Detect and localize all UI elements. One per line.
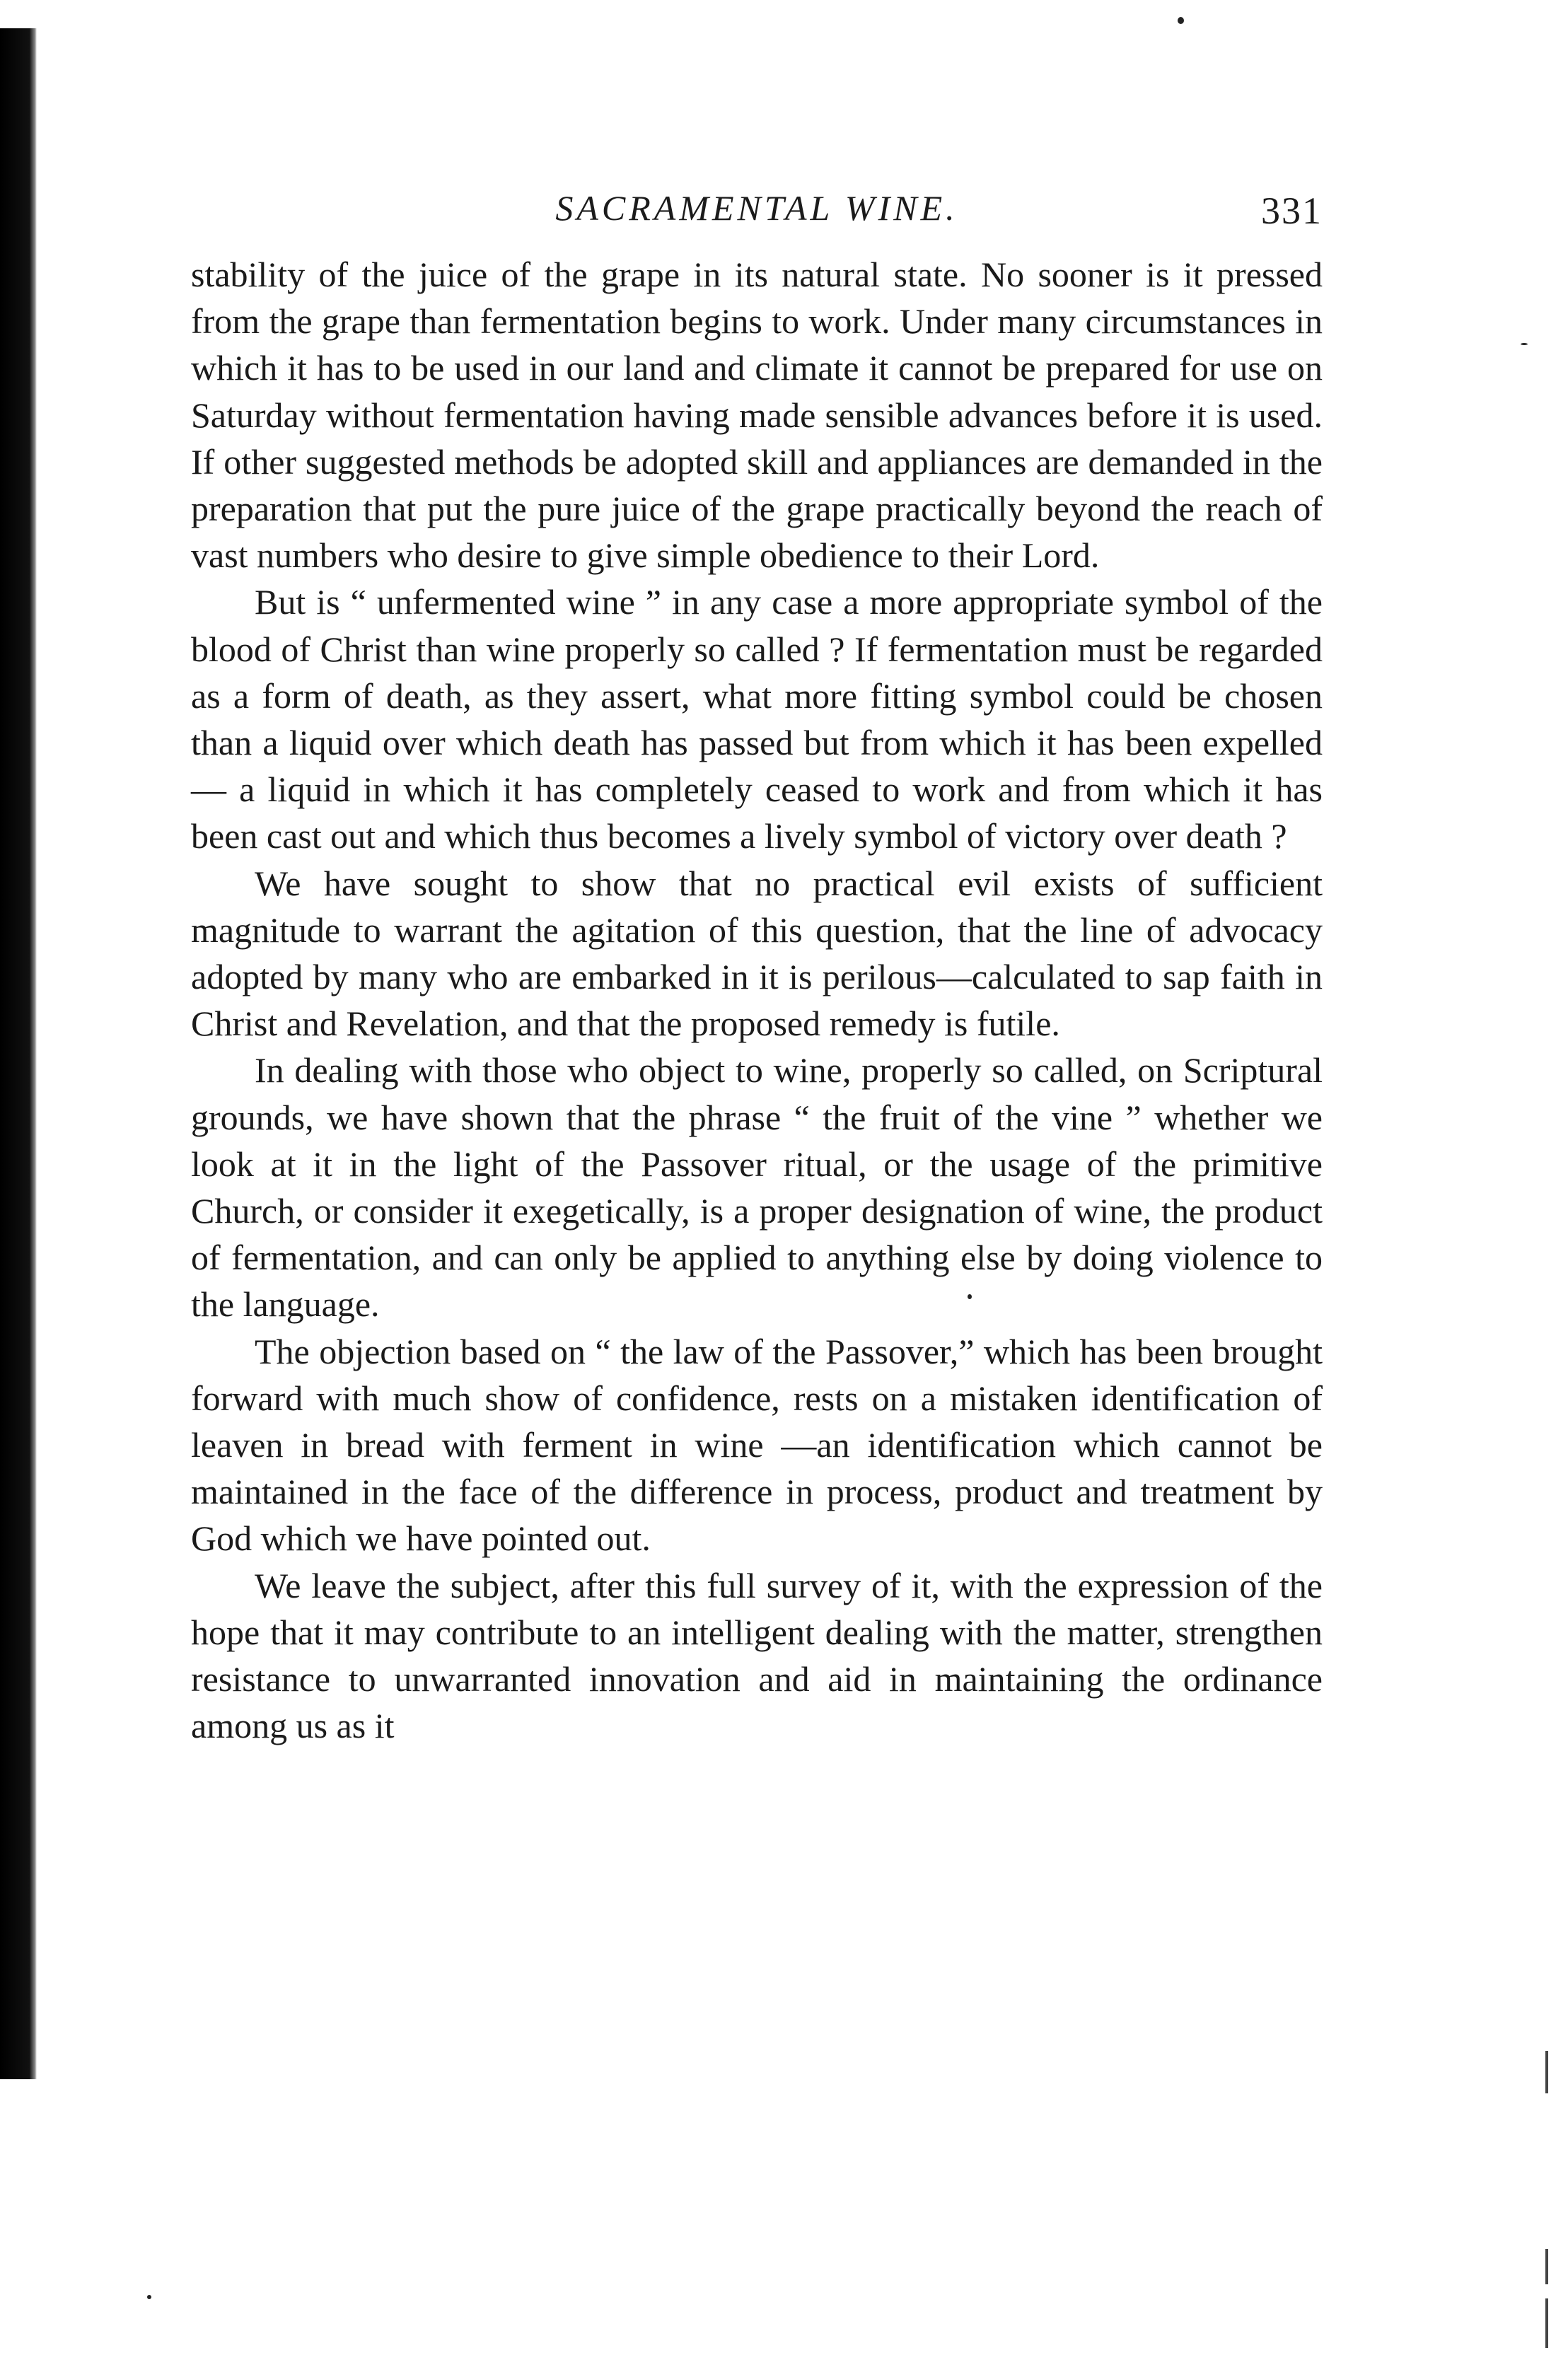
running-head — [191, 180, 1323, 244]
scan-edge-mark — [1545, 2298, 1548, 2348]
paragraph: The objection based on “ the law of the Passover,” which has been brought forward with much show of confidence, rests on a mistaken identification of leaven in bread with ferment in wine —an identification which cannot be maintained in the face of the difference in process, product and treatment by God which we have pointed out. — [191, 1331, 1323, 1559]
scan-speck — [147, 2295, 151, 2299]
scan-binding-edge — [0, 28, 37, 2079]
scan-speck — [1521, 343, 1528, 345]
book-page — [191, 180, 1323, 1750]
paragraph: But is “ unfermented wine ” in any case a more appropriate symbol of the blood of Christ than wine properly so called ? If fermentation must be regarded as a form of death, as they assert, what more fitting symbol could be chosen than a liquid over which death has passed but from which it has been expelled— a liquid in which it has completely ceased to work and from which it has been cast out and which thus becomes a lively symbol of victory over death ? — [191, 582, 1323, 856]
scan-speck — [1178, 17, 1184, 24]
paragraph: In dealing with those who object to wine, properly so called, on Scriptural grounds, we have shown that the phrase “ the fruit of the vine ” whether we look at it in the light of the Passover ritual, or the usage of the primitive Church, or consider it exegetically, is a proper designation of wine, the product of fermentation, and can only be applied to anything else by doing violence to the language. — [191, 1050, 1323, 1325]
running-title: SACRAMENTAL WINE. — [555, 188, 958, 228]
paragraph: stability of the juice of the grape in its natural state. No sooner is it pressed from the grape than fermentation begins to work. Under many circumstances in which it has to be used in our land and climate it cannot be prepared for use on Saturday without fermentation having made sensible advances before it is used. If other suggested methods be adopted skill and appliances are demanded in the preparation that put the pure juice of the grape practically beyond the reach of vast numbers who desire to give simple obedience to their Lord. — [191, 255, 1323, 576]
paragraph: We have sought to show that no practical evil exists of sufficient magnitude to warrant the agitation of this question, that the line of advocacy adopted by many who are embarked in it is perilous—calculated to sap faith in Christ and Revelation, and that the proposed remedy is futile. — [191, 863, 1323, 1044]
paragraph: We leave the subject, after this full survey of it, with the expression of the hope that it may contribute to an intelligent dealing with the matter, strengthen resistance to unwarranted innovation and aid in maintaining the ordinance among us as it — [191, 1565, 1323, 1746]
body-text — [191, 251, 1323, 1750]
scan-edge-mark — [1545, 2051, 1548, 2093]
page-number: 331 — [1261, 190, 1323, 232]
scan-edge-mark — [1545, 2249, 1548, 2284]
